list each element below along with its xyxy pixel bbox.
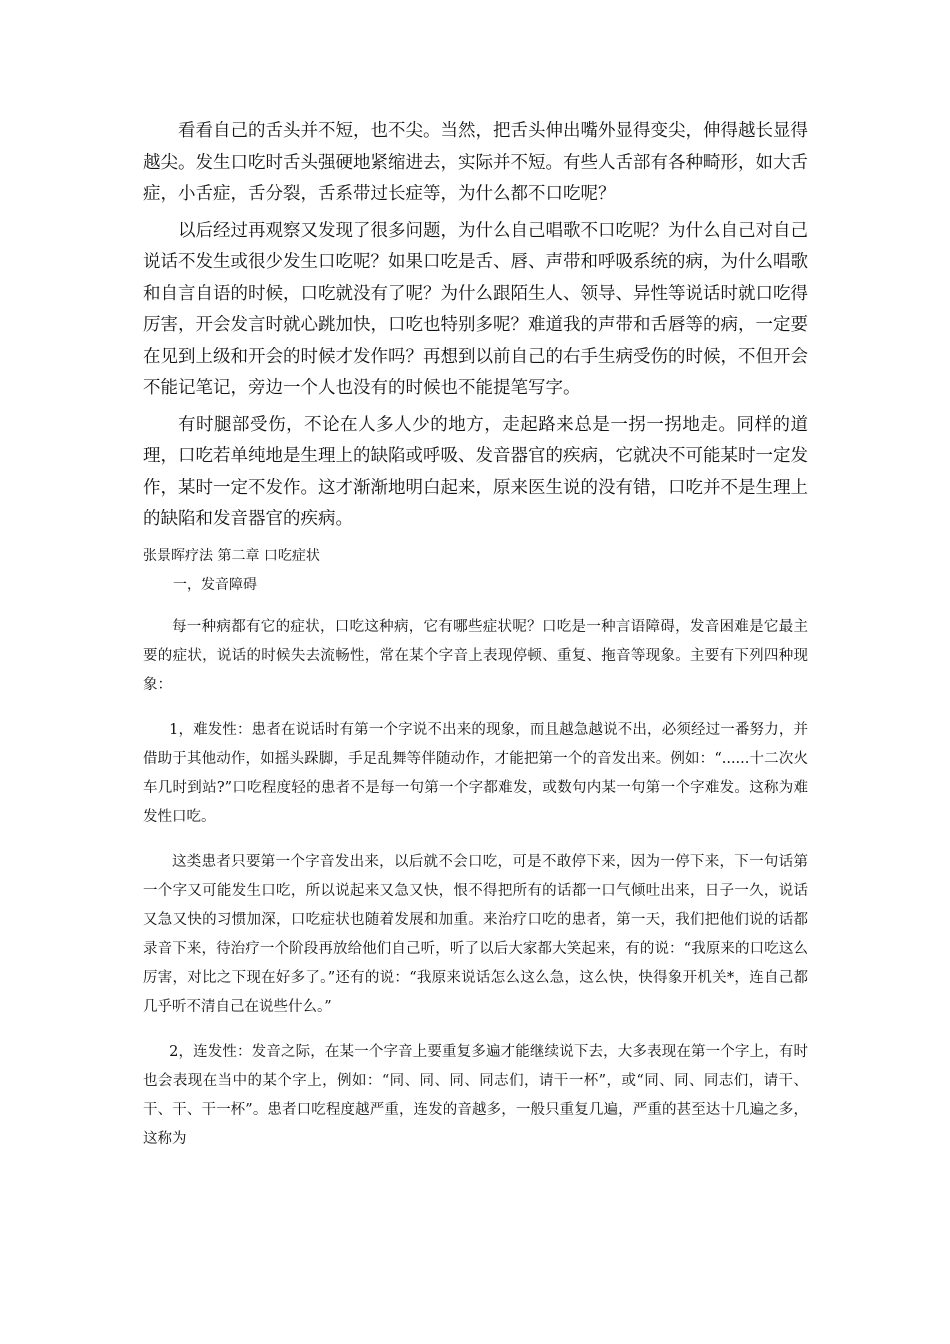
section-heading: 一，发音障碍 [173,576,257,593]
body-paragraph: 每一种病都有它的症状，口吃这种病，它有哪些症状呢？口吃是一种言语障碍，发音困难是它最主要的症状，说话的时候失去流畅性，常在某个字音上表现停顿、重复、拖音等现象。主要有下列四种现象： [143,618,808,693]
list-item-paragraph: 1，难发性：患者在说话时有第一个字说不出来的现象，而且越急越说不出，必须经过一番努力，并借助于其他动作，如摇头跺脚，手足乱舞等伴随动作，才能把第一个的音发出来。例如：“......十二次火车几时到站?”口吃程度轻的患者不是每一句第一个字都难发，或数句内某一句第一个字难发。这称为难发性口吃。 [143,721,808,825]
body-paragraph: 看看自己的舌头并不短，也不尖。当然，把舌头伸出嘴外显得变尖，伸得越长显得越尖。发生口吃时舌头强硬地紧缩进去，实际并不短。有些人舌部有各种畸形，如大舌症，小舌症，舌分裂，舌系带过长症等，为什么都不口吃呢？ [143,121,808,204]
document-page [143,116,808,1154]
chapter-heading: 张景晖疗法 第二章 口吃症状 [143,547,320,564]
body-paragraph: 有时腿部受伤，不论在人多人少的地方，走起路来总是一拐一拐地走。同样的道理，口吃若单纯地是生理上的缺陷或呼吸、发音器官的疾病，它就决不可能某时一定发作，某时一定不发作。这才渐渐地明白起来，原来医生说的没有错，口吃并不是生理上的缺陷和发音器官的疾病。 [143,414,808,529]
list-item-paragraph: 2，连发性：发音之际，在某一个字音上要重复多遍才能继续说下去，大多表现在第一个字上，有时也会表现在当中的某个字上，例如：“同、同、同、同志们，请干一杯”，或“同、同、同志们，请干、干、干、干一杯”。患者口吃程度越严重，连发的音越多，一般只重复几遍，严重的甚至达十几遍之多，这称为 [143,1043,808,1147]
body-paragraph: 以后经过再观察又发现了很多问题，为什么自己唱歌不口吃呢？为什么自己对自己说话不发生或很少发生口吃呢？如果口吃是舌、唇、声带和呼吸系统的病，为什么唱歌和自言自语的时候，口吃就没有了呢？为什么跟陌生人、领导、异性等说话时就口吃得厉害，开会发言时就心跳加快，口吃也特别多呢？难道我的声带和舌唇等的病，一定要在见到上级和开会的时候才发作吗？再想到以前自己的右手生病受伤的时候，不但开会不能记笔记，旁边一个人也没有的时候也不能提笔写字。 [143,220,808,398]
body-paragraph: 这类患者只要第一个字音发出来，以后就不会口吃，可是不敢停下来，因为一停下来，下一句话第一个字又可能发生口吃，所以说起来又急又快，恨不得把所有的话都一口气倾吐出来，日子一久，说话又急又快的习惯加深，口吃症状也随着发展和加重。来治疗口吃的患者，第一天，我们把他们说的话都录音下来，待治疗一个阶段再放给他们自己听，听了以后大家都大笑起来，有的说：“我原来的口吃这么厉害，对比之下现在好多了。”还有的说：“我原来说话怎么这么急，这么快，快得象开机关*，连自己都几乎听不清自己在说些什么。” [143,853,808,1015]
